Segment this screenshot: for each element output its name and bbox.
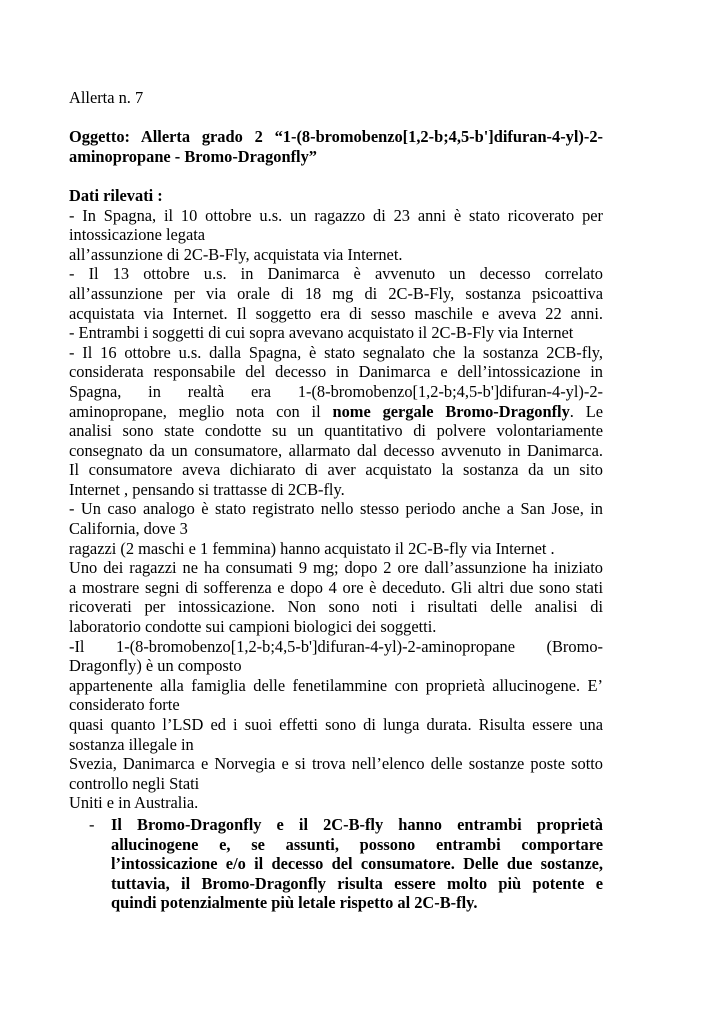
body-line: Internet , pensando si trattasse di 2CB-fly.	[69, 479, 345, 499]
body-line: -Il 1-(8-bromobenzo[1,2-b;4,5-b']difuran-4-yl)-2-aminopropane (Bromo-	[69, 636, 603, 656]
bullet-line: quindi potenzialmente più letale rispetto al 2C-B-fly.	[111, 893, 478, 913]
body-line: Spagna, in realtà era 1-(8-bromobenzo[1,2-b;4,5-b']difuran-4-yl)-2-	[69, 381, 603, 401]
body-line: Dragonfly) è un composto	[69, 656, 242, 676]
body-line: analisi sono state condotte su un quantitativo di polvere volontariamente	[69, 421, 603, 441]
body-line: sostanza illegale in	[69, 734, 194, 754]
body-line: acquistata via Internet. Il soggetto era di sesso maschile e aveva 22 anni.	[69, 303, 603, 323]
body-line: intossicazione legata	[69, 225, 206, 245]
body-text: . Le	[569, 401, 604, 421]
body-line: controllo negli Stati	[69, 773, 200, 793]
body-line: consegnato da un consumatore, allarmato dal decesso avvenuto in Danimarca.	[69, 440, 603, 460]
slang-name: nome gergale Bromo-Dragonfly	[332, 401, 570, 421]
body-line: a mostrare segni di sofferenza e dopo 4 ore è deceduto. Gli altri due sono stati	[69, 577, 603, 597]
body-line: Svezia, Danimarca e Norvegia e si trova nell’elenco delle sostanze poste sotto	[69, 754, 603, 774]
body-line-with-bold	[69, 402, 603, 422]
body-line: ragazzi (2 maschi e 1 femmina) hanno acquistato il 2C-B-fly via Internet .	[69, 538, 555, 558]
spacer	[69, 108, 603, 128]
body-line: quasi quanto l’LSD ed i suoi effetti sono di lunga durata. Risulta essere una	[69, 715, 603, 734]
body-text: aminopropane, meglio nota con il	[69, 401, 333, 421]
body-line: California, dove 3	[69, 519, 188, 539]
subject-line-1: Oggetto: Allerta grado 2 “1-(8-bromobenzo[1,2-b;4,5-b']difuran-4-yl)-2-	[69, 127, 603, 147]
subject-line-2: aminopropane - Bromo-Dragonfly”	[69, 146, 317, 166]
alert-number: Allerta n. 7	[69, 88, 144, 107]
conclusion-bullet	[69, 815, 603, 913]
body-line: ricoverati per intossicazione. Non sono noti i risultati delle analisi di	[69, 597, 603, 617]
body-line: - In Spagna, il 10 ottobre u.s. un ragazzo di 23 anni è stato ricoverato per	[69, 205, 603, 225]
bullet-line: tuttavia, il Bromo-Dragonfly risulta essere molto più potente e	[111, 873, 603, 893]
body-line: - Un caso analogo è stato registrato nello stesso periodo anche a San Jose, in	[69, 499, 603, 519]
data-label: Dati rilevati :	[69, 185, 163, 205]
body-line: Uniti e in Australia.	[69, 793, 199, 813]
bullet-dash: -	[89, 814, 95, 834]
body-line: - Entrambi i soggetti di cui sopra avevano acquistato il 2C-B-Fly via Internet	[69, 323, 574, 343]
body-line: Uno dei ragazzi ne ha consumati 9 mg; dopo 2 ore dall’assunzione ha iniziato	[69, 558, 603, 578]
spacer	[69, 166, 603, 186]
body-line: appartenente alla famiglia delle fenetilammine con proprietà allucinogene. E’	[69, 675, 603, 695]
body-line: all’assunzione per via orale di 18 mg di 2C-B-Fly, sostanza psicoattiva	[69, 283, 603, 303]
bullet-line: Il Bromo-Dragonfly e il 2C-B-fly hanno entrambi proprietà	[111, 814, 603, 834]
subject-heading	[69, 127, 603, 166]
body-line: considerato forte	[69, 695, 180, 715]
document-page	[69, 88, 603, 913]
bullet-line: l’intossicazione e/o il decesso del consumatore. Delle due sostanze,	[111, 854, 603, 874]
body-line: - Il 16 ottobre u.s. dalla Spagna, è stato segnalato che la sostanza 2CB-fly,	[69, 342, 603, 362]
body-text-part-2	[69, 421, 603, 813]
body-line: - Il 13 ottobre u.s. in Danimarca è avvenuto un decesso correlato	[69, 264, 603, 284]
body-line: Il consumatore aveva dichiarato di aver acquistato la sostanza da un sito	[69, 460, 603, 480]
body-line: laboratorio condotte sui campioni biologici dei soggetti.	[69, 617, 437, 637]
bullet-line: allucinogene e, se assunti, possono entrambi comportare	[111, 834, 603, 854]
body-line: considerata responsabile del decesso in Danimarca e dell’intossicazione in	[69, 362, 603, 382]
body-text-part-1	[69, 206, 603, 402]
body-line: all’assunzione di 2C-B-Fly, acquistata via Internet.	[69, 244, 403, 264]
